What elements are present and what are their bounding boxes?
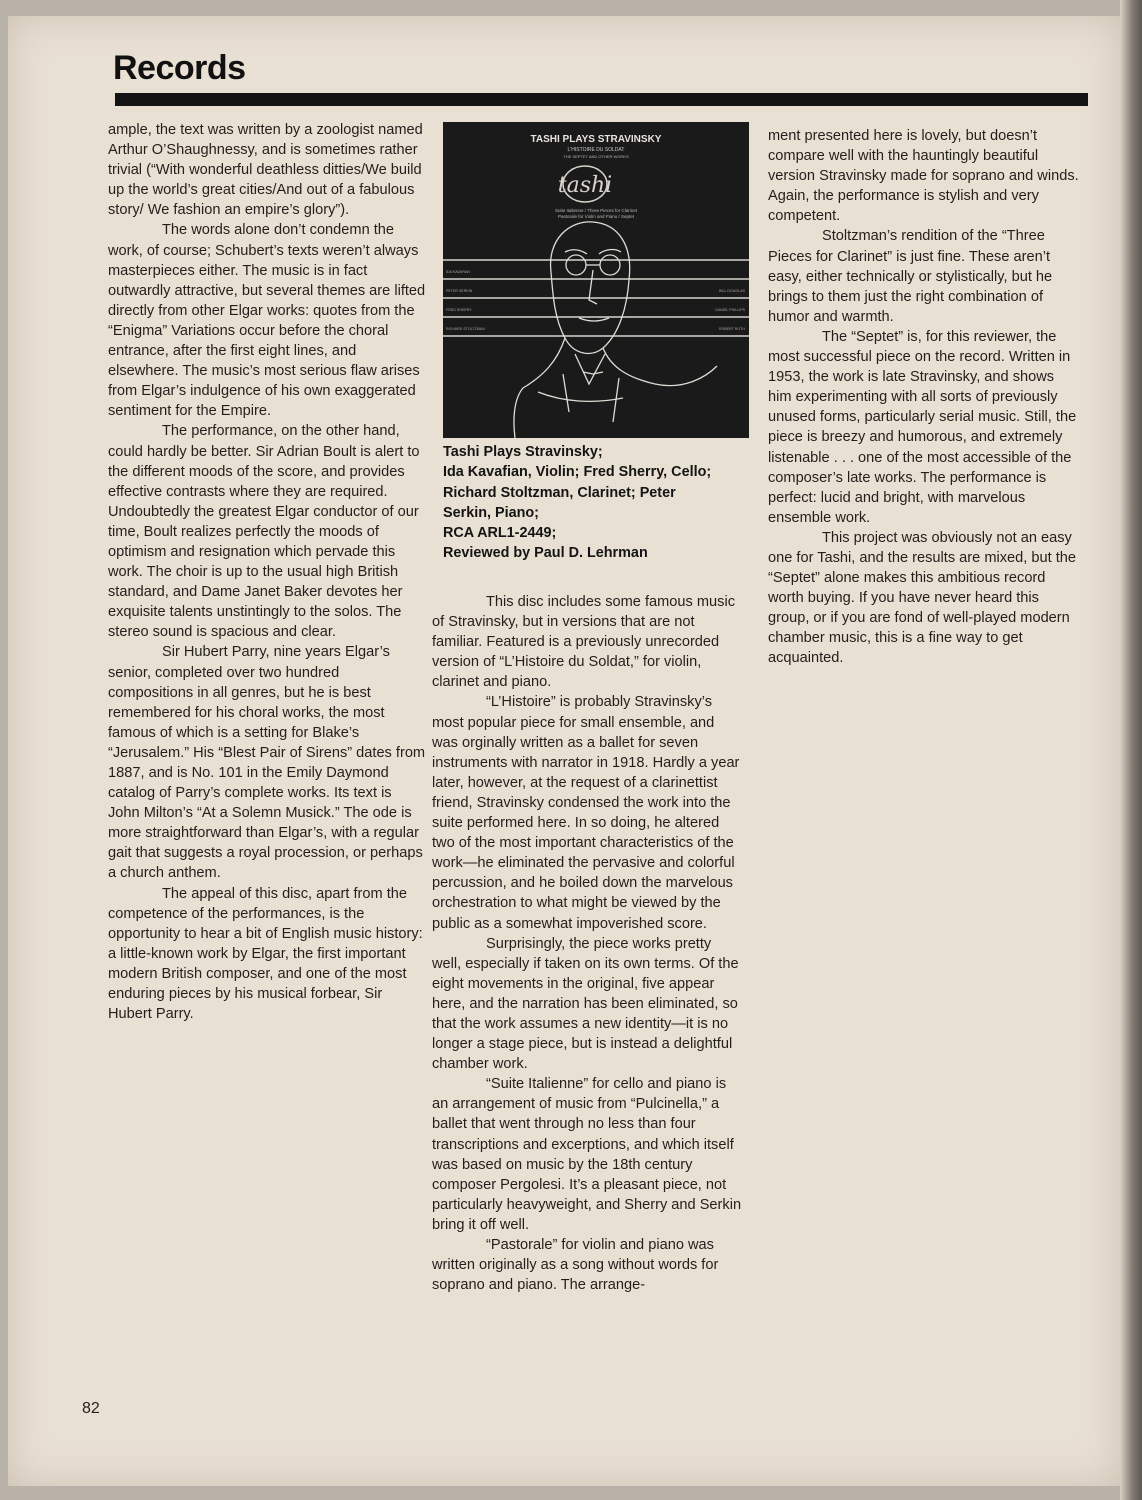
album-cover xyxy=(443,122,749,438)
paragraph: Sir Hubert Parry, nine years Elgar’s senior, completed over two hundred compositions in all genres, but he is best remembered for his choral works, the most famous of which is a setting for Blake’s “Jerusalem.” His “Blest Pair of Sirens” dates from 1887, and is No. 101 in the Emily Daymond catalog of Parry’s complete works. Its text is John Milton’s “At a Solemn Musick.” The ode is more straightforward than Elgar’s, with a regular gait that suggests a royal procession, or perhaps a church anthem. xyxy=(108,644,426,882)
page-number: 82 xyxy=(82,1400,100,1417)
paragraph: ample, the text was written by a zoologist named Arthur O’Shaughnessy, and is sometimes rather trivial (“With wonderful deathless ditties/We build up the world’s great cities/And out of a fabulous story/ We fashion an empire’s glory”). xyxy=(108,122,423,219)
paragraph: “L’Histoire” is probably Stravinsky’s most popular piece for small ensemble, and was orginally written as a ballet for seven instruments with narrator in 1918. Hardly a year later, however, at the request of a clarinettist friend, Stravinsky condensed the work into the suite performed here. In so doing, he altered two of the most important characteristics of the work—he eliminated the pervasive and colorful percussion, and he boiled down the marvelous orchestration to what might be viewed by the public as a somewhat impoverished score. xyxy=(432,694,740,932)
record-caption xyxy=(443,442,755,564)
caption-line: Serkin, Piano; xyxy=(443,504,539,521)
paragraph: “Pastorale” for violin and piano was written originally as a song without words for soprano and piano. The arrange- xyxy=(432,1237,719,1294)
section-title: Records xyxy=(113,49,246,87)
paragraph: “Suite Italienne” for cello and piano is an arrangement of music from “Pulcinella,” a ballet that went through no less than four transcriptions and excerptions, and which itself was based on music by the 18th century composer Pergolesi. It’s a pleasant piece, not particularly heavyweight, and Sherry and Serkin bring it off well. xyxy=(432,1076,742,1233)
cover-player-right: ROBERT ROTH xyxy=(718,327,745,331)
paragraph: Stoltzman’s rendition of the “Three Pieces for Clarinet” is just fine. These aren’t easy, either technically or stylistically, but he brings to them just the right combination of humor and warmth. xyxy=(768,228,1053,325)
cover-works-1: Suite Italienne / Three Pieces for Clarinet xyxy=(555,208,637,213)
cover-works-2: Pastorale for Violin and Piano / Septet xyxy=(558,214,634,219)
cover-logo: tashi xyxy=(557,173,613,198)
cover-player-left: FRED SHERRY xyxy=(446,308,472,312)
cover-player-right: BILL DOUGLAS xyxy=(719,289,745,293)
paragraph: This project was obviously not an easy one for Tashi, and the results are mixed, but the “Septet” alone makes this ambitious record worth buying. If you have never heard this group, or if you are fond of well-played modern chamber music, this is a fine way to get acquainted. xyxy=(768,529,1076,667)
page-edge-shadow xyxy=(1120,0,1142,1500)
cover-player-left: RICHARD STOLTZMAN xyxy=(446,327,485,331)
cover-player-right: DANIEL PHILLIPS xyxy=(715,308,745,312)
cover-player-left: IDA KAVAFIAN xyxy=(446,270,471,274)
paragraph: ment presented here is lovely, but doesn’t compare well with the hauntingly beautiful version Stravinsky made for soprano and winds. Again, the performance is stylish and very competent. xyxy=(768,128,1079,225)
caption-line: Richard Stoltzman, Clarinet; Peter xyxy=(443,484,676,501)
paragraph: The “Septet” is, for this reviewer, the most successful piece on the record. Written in 1953, the work is late Stravinsky, and shows him experimenting with all sorts of previously unused forms, particularly serial music. Still, the piece is breezy and humorous, and extremely listenable . . . one of the most accessible of the composer’s late works. The performance is perfect: lucid and bright, with marvelous ensemble work. xyxy=(768,328,1077,526)
caption-line: Ida Kavafian, Violin; Fred Sherry, Cello; xyxy=(443,464,712,481)
paragraph: The words alone don’t condemn the work, of course; Schubert’s texts weren’t always masterpieces either. The music is in fact outwardly attractive, but several themes are lifted directly from other Elgar works: quotes from the “Enigma” Variations occur before the choral entrance, after the first eight lines, and elsewhere. The music’s most serious flaw arises from Elgar’s indulgence of his own exaggerated sentiment for the Empire. xyxy=(108,222,426,420)
cover-player-left: PETER SERKIN xyxy=(446,289,473,293)
caption-line: Reviewed by Paul D. Lehrman xyxy=(443,545,648,562)
caption-line: RCA ARL1-2449; xyxy=(443,525,557,542)
album-cover-art xyxy=(443,122,749,438)
paragraph: Surprisingly, the piece works pretty well, especially if taken on its own terms. Of the eight movements in the original, five appear here, and the narration has been eliminated, so that the work assumes a new identity—it is no longer a stage piece, but is instead a delightful chamber work. xyxy=(432,935,739,1073)
caption-line: Tashi Plays Stravinsky; xyxy=(443,444,603,460)
paragraph: The performance, on the other hand, could hardly be better. Sir Adrian Boult is alert to the different moods of the score, and provides effective contrasts where they are required. Undoubtedly the greatest Elgar conductor of our time, Boult realizes perfectly the moods of optimism and resignation which pervade this work. The choir is up to the usual high British standard, and Dame Janet Baker devotes her exquisite talents unstintingly to the solos. The stereo sound is spacious and clear. xyxy=(108,423,420,641)
cover-title: TASHI PLAYS STRAVINSKY xyxy=(530,134,662,145)
paragraph: This disc includes some famous music of Stravinsky, but in versions that are not familiar. Featured is a previously unrecorded version of “L’Histoire du Soldat,” for violin, clarinet and piano. xyxy=(432,594,735,691)
article-column-2 xyxy=(432,592,744,1295)
paragraph: The appeal of this disc, apart from the competence of the performances, is the opportunity to hear a bit of English music history: a little-known work by Elgar, the first important modern British composer, and one of the most enduring pieces by his musical forbear, Sir Hubert Parry. xyxy=(108,885,423,1023)
cover-tagline: THE SEPTET AND OTHER WORKS xyxy=(563,154,629,159)
article-column-1 xyxy=(108,120,426,1024)
header-rule xyxy=(115,93,1088,106)
article-column-3 xyxy=(768,126,1080,669)
cover-subtitle: L'HISTOIRE DU SOLDAT xyxy=(567,147,625,153)
